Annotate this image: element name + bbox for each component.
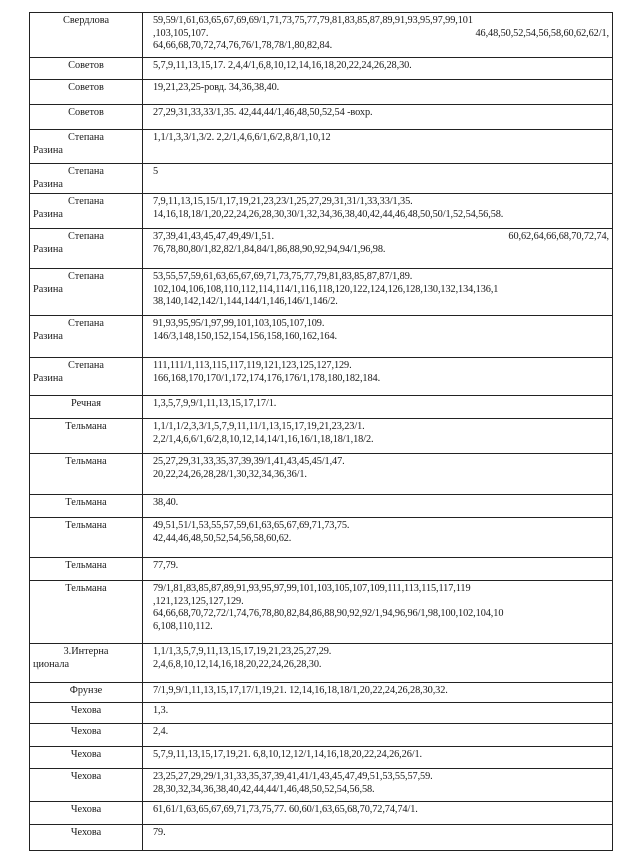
address-table-page	[29, 12, 613, 851]
table-row	[30, 316, 613, 358]
house-numbers-line: 5	[153, 166, 159, 177]
house-numbers-cell	[143, 269, 613, 316]
street-name-part: Степана	[68, 166, 104, 177]
table-row	[30, 194, 613, 229]
house-numbers-odd: 37,39,41,43,45,47,49,49/1,51.	[153, 231, 274, 242]
street-name-part: Разина	[33, 178, 63, 190]
table-row	[30, 105, 613, 130]
house-numbers-line: 23,25,27,29,29/1,31,33,35,37,39,41,41/1,43,45,47,49,51,53,55,57,59.	[153, 771, 433, 782]
house-numbers-line: 38,40.	[153, 497, 179, 508]
street-name-cell	[30, 58, 143, 80]
house-numbers-line: 79/1,81,83,85,87,89,91,93,95,97,99,101,103,105,107,109,111,113,115,117,119	[153, 583, 471, 594]
house-numbers-cell	[143, 194, 613, 229]
street-name-cell	[30, 769, 143, 802]
house-numbers-line: 76,78,80,80/1,82,82/1,84,84/1,86,88,90,92,94,94/1,96,98.	[153, 243, 386, 255]
house-numbers-line: 64,66,68,70,72,72/1,74,76,78,80,82,84,86,88,90,92,92/1,94,96,96/1,98,100,102,104,10	[153, 608, 504, 619]
house-numbers-cell	[143, 229, 613, 269]
street-name: Фрунзе	[69, 685, 103, 696]
house-numbers-line: 42,44,46,48,50,52,54,56,58,60,62.	[153, 532, 292, 544]
house-numbers-line: 61,61/1,63,65,67,69,71,73,75,77. 60,60/1,63,65,68,70,72,74,74/1.	[153, 804, 418, 815]
street-name-cell	[30, 825, 143, 851]
street-name-part: Разина	[33, 208, 63, 220]
street-name-cell	[30, 80, 143, 105]
house-numbers-line	[153, 28, 609, 41]
street-name-cell	[30, 683, 143, 703]
house-numbers-cell	[143, 419, 613, 454]
house-numbers-cell	[143, 581, 613, 644]
street-name-part: Степана	[68, 318, 104, 329]
street-name: Тельмана	[65, 520, 107, 531]
house-numbers-cell	[143, 724, 613, 747]
street-name-cell	[30, 269, 143, 316]
table-row	[30, 13, 613, 58]
house-numbers-line: 6,108,110,112.	[153, 620, 213, 632]
street-name-part: Степана	[68, 231, 104, 242]
street-name-cell	[30, 229, 143, 269]
street-name: Свердлова	[62, 15, 110, 26]
table-row	[30, 130, 613, 164]
street-name-cell	[30, 164, 143, 194]
table-row	[30, 558, 613, 581]
house-numbers-line: 38,140,142,142/1,144,144/1,146,146/1,146/2.	[153, 296, 338, 307]
table-row	[30, 644, 613, 683]
street-name-part: 3.Интерна	[63, 646, 109, 657]
street-name-cell	[30, 454, 143, 495]
street-name-part: Степана	[68, 196, 104, 207]
house-numbers-cell	[143, 683, 613, 703]
street-name-part: Разина	[33, 372, 63, 384]
street-name-cell	[30, 724, 143, 747]
street-name: Чехова	[70, 726, 102, 737]
table-row	[30, 703, 613, 724]
table-row	[30, 581, 613, 644]
street-name: Речная	[71, 398, 101, 409]
street-name-cell	[30, 316, 143, 358]
table-row	[30, 269, 613, 316]
house-numbers-cell	[143, 396, 613, 419]
street-name: Советов	[68, 82, 104, 93]
street-name-cell	[30, 518, 143, 558]
house-numbers-line: 1,3,5,7,9,9/1,11,13,15,17,17/1.	[153, 398, 277, 409]
house-numbers-cell	[143, 164, 613, 194]
table-row	[30, 495, 613, 518]
house-numbers-cell	[143, 80, 613, 105]
house-numbers-line: 64,66,68,70,72,74,76,76/1,78,78/1,80,82,84.	[153, 40, 333, 51]
house-numbers-line: 5,7,9,11,13,15,17. 2,4,4/1,6,8,10,12,14,16,18,20,22,24,26,28,30.	[153, 60, 412, 71]
street-name-cell	[30, 802, 143, 825]
house-numbers-line: 7/1,9,9/1,11,13,15,17,17/1,19,21. 12,14,16,18,18/1,20,22,24,26,28,30,32.	[153, 685, 448, 696]
street-name-part: ционала	[33, 658, 70, 670]
house-numbers-line	[153, 231, 609, 244]
street-name-cell	[30, 396, 143, 419]
street-name-cell	[30, 194, 143, 229]
street-name: Советов	[68, 107, 104, 118]
street-name: Тельмана	[65, 421, 107, 432]
street-name-part: Степана	[68, 271, 104, 282]
house-numbers-cell	[143, 518, 613, 558]
house-numbers-line: 27,29,31,33,33/1,35. 42,44,44/1,46,48,50,52,54 -вохр.	[153, 107, 373, 118]
house-numbers-line: 2,4.	[153, 726, 169, 737]
house-numbers-cell	[143, 558, 613, 581]
street-name: Чехова	[70, 705, 102, 716]
table-row	[30, 358, 613, 396]
street-name: Чехова	[70, 827, 102, 838]
street-name-part: Степана	[68, 360, 104, 371]
house-numbers-cell	[143, 644, 613, 683]
house-numbers-cell	[143, 316, 613, 358]
house-numbers-line: 25,27,29,31,33,35,37,39,39/1,41,43,45,45/1,47.	[153, 456, 345, 467]
street-name-cell	[30, 419, 143, 454]
street-name-cell	[30, 581, 143, 644]
table-row	[30, 518, 613, 558]
house-numbers-cell	[143, 454, 613, 495]
street-name-part: Разина	[33, 144, 63, 156]
table-row	[30, 747, 613, 769]
table-row	[30, 396, 613, 419]
house-numbers-line: 102,104,106,108,110,112,114,114/1,116,118,120,122,124,126,128,130,132,134,136,1	[153, 283, 499, 295]
house-numbers-line: 7,9,11,13,15,15/1,17,19,21,23,23/1,25,27,29,31,31/1,33,33/1,35.	[153, 196, 413, 207]
street-name-cell	[30, 644, 143, 683]
street-name: Тельмана	[65, 497, 107, 508]
house-numbers-line: 2,2/1,4,6,6/1,6/2,8,10,12,14,14/1,16,16/1,18,18/1,18/2.	[153, 433, 374, 445]
house-numbers-line: 77,79.	[153, 560, 179, 571]
street-name: Тельмана	[65, 583, 107, 594]
street-name-cell	[30, 130, 143, 164]
house-numbers-line: 166,168,170,170/1,172,174,176,176/1,178,180,182,184.	[153, 372, 381, 384]
address-table	[29, 12, 613, 851]
table-row	[30, 80, 613, 105]
street-name-cell	[30, 105, 143, 130]
house-numbers-line: 5,7,9,11,13,15,17,19,21. 6,8,10,12,12/1,14,16,18,20,22,24,26,26/1.	[153, 749, 423, 760]
house-numbers-line: 19,21,23,25-ровд. 34,36,38,40.	[153, 82, 280, 93]
street-name-cell	[30, 495, 143, 518]
house-numbers-even: 60,62,64,66,68,70,72,74,	[508, 231, 609, 242]
house-numbers-line: 1,3.	[153, 705, 169, 716]
house-numbers-line: 91,93,95,95/1,97,99,101,103,105,107,109.	[153, 318, 325, 329]
house-numbers-cell	[143, 703, 613, 724]
house-numbers-cell	[143, 130, 613, 164]
street-name: Чехова	[70, 771, 102, 782]
street-name: Тельмана	[65, 560, 107, 571]
house-numbers-line: 28,30,32,34,36,38,40,42,44,44/1,46,48,50,52,54,56,58.	[153, 783, 375, 795]
house-numbers-cell	[143, 13, 613, 58]
street-name-cell	[30, 358, 143, 396]
street-name-part: Степана	[68, 132, 104, 143]
house-numbers-line: 1,1/1,3,3/1,3/2. 2,2/1,4,6,6/1,6/2,8,8/1,10,12	[153, 132, 331, 143]
house-numbers-even: 46,48,50,52,54,56,58,60,62,62/1,	[475, 27, 609, 39]
table-row	[30, 58, 613, 80]
table-row	[30, 769, 613, 802]
house-numbers-cell	[143, 105, 613, 130]
house-numbers-cell	[143, 358, 613, 396]
table-row	[30, 825, 613, 851]
house-numbers-line: 2,4,6,8,10,12,14,16,18,20,22,24,26,28,30.	[153, 658, 322, 670]
house-numbers-line: 146/3,148,150,152,154,156,158,160,162,164.	[153, 330, 338, 342]
table-row	[30, 229, 613, 269]
house-numbers-cell	[143, 495, 613, 518]
house-numbers-line: 53,55,57,59,61,63,65,67,69,71,73,75,77,79,81,83,85,87,87/1,89.	[153, 271, 413, 282]
street-name-cell	[30, 558, 143, 581]
house-numbers-line: 79.	[153, 827, 166, 838]
table-row	[30, 419, 613, 454]
house-numbers-line: 20,22,24,26,28,28/1,30,32,34,36,36/1.	[153, 468, 307, 480]
table-row	[30, 683, 613, 703]
street-name: Советов	[68, 60, 104, 71]
house-numbers-line: 59,59/1,61,63,65,67,69,69/1,71,73,75,77,79,81,83,85,87,89,91,93,95,97,99,101	[153, 15, 473, 26]
table-row	[30, 454, 613, 495]
house-numbers-line: ,121,123,125,127,129.	[153, 595, 244, 607]
house-numbers-cell	[143, 769, 613, 802]
house-numbers-line: 1,1/1,1/2,3,3/1,5,7,9,11,11/1,13,15,17,19,21,23,23/1.	[153, 421, 365, 432]
table-row	[30, 164, 613, 194]
house-numbers-line: 1,1/1,3,5,7,9,11,13,15,17,19,21,23,25,27,29.	[153, 646, 332, 657]
street-name-part: Разина	[33, 330, 63, 342]
house-numbers-cell	[143, 58, 613, 80]
street-name-part: Разина	[33, 283, 63, 295]
table-row	[30, 802, 613, 825]
house-numbers-line: 14,16,18,18/1,20,22,24,26,28,30,30/1,32,34,36,38,40,42,44,46,48,50,50/1,52,54,56,58.	[153, 208, 504, 220]
street-name: Чехова	[70, 804, 102, 815]
house-numbers-cell	[143, 747, 613, 769]
street-name-cell	[30, 747, 143, 769]
table-row	[30, 724, 613, 747]
street-name-part: Разина	[33, 243, 63, 255]
house-numbers-cell	[143, 825, 613, 851]
house-numbers-line: 111,111/1,113,115,117,119,121,123,125,127,129.	[153, 360, 352, 371]
street-name: Чехова	[70, 749, 102, 760]
house-numbers-cell	[143, 802, 613, 825]
street-name-cell	[30, 13, 143, 58]
street-name: Тельмана	[65, 456, 107, 467]
house-numbers-odd: ,103,105,107.	[153, 27, 209, 39]
street-name-cell	[30, 703, 143, 724]
house-numbers-line: 49,51,51/1,53,55,57,59,61,63,65,67,69,71,73,75.	[153, 520, 350, 531]
